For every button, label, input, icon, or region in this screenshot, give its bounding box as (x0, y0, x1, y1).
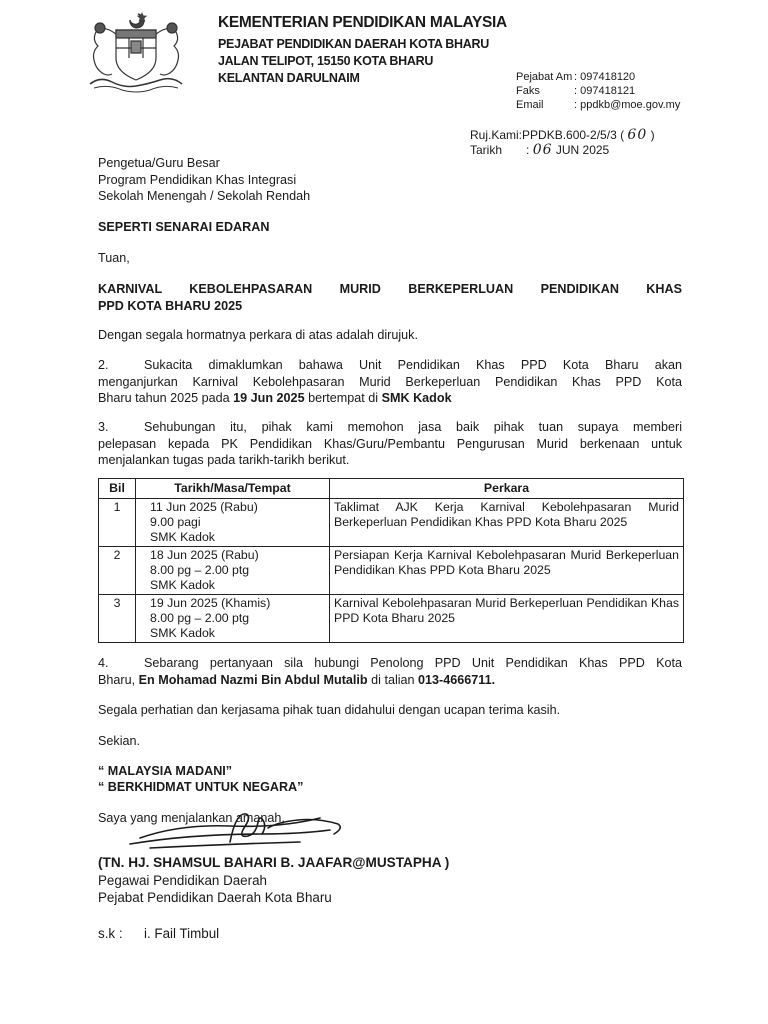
contact-phone-value: : 097418120 (574, 71, 636, 83)
table-row (99, 499, 684, 547)
reference-number (470, 127, 655, 143)
subject-line2: PPD KOTA BHARU 2025 (98, 298, 243, 313)
reference-label: Ruj.Kami: (470, 128, 523, 142)
office-address-line2: KELANTAN DARULNAIM (218, 71, 360, 85)
paragraph-2-number: 2. (98, 358, 109, 372)
paragraph-2-line3b: bertempat di (304, 391, 382, 405)
row-bil: 1 (99, 499, 136, 547)
recipient-block (98, 155, 682, 205)
malaysia-coat-of-arms-icon (86, 8, 186, 96)
contact-fax-value: : 097418121 (574, 85, 636, 97)
paragraph-3-line2: pelepasan kepada PK Pendidikan Khas/Guru/Pembantu Pengurusan Murid berkenaan untuk (98, 436, 682, 451)
paragraph-4 (98, 655, 682, 688)
row-perkara: Persiapan Kerja Karnival Kebolehpasaran Murid Berkeperluan Pendidikan Khas PPD Kota Bharu 2025 (330, 547, 684, 595)
row-venue: SMK Kadok (150, 578, 215, 592)
row-bil: 3 (99, 595, 136, 643)
contact-email-value: : ppdkb@moe.gov.my (574, 99, 681, 111)
amanah-line: Saya yang menjalankan amanah, (98, 811, 285, 825)
circular-line: SEPERTI SENARAI EDARAN (98, 220, 270, 234)
subject-line1: KARNIVAL KEBOLEHPASARAN MURID BERKEPERLUAN PENDIDIKAN KHAS (98, 282, 682, 296)
paragraph-4-line1: Sebarang pertanyaan sila hubungi Penolong PPD Unit Pendidikan Khas PPD Kota (144, 656, 682, 670)
contact-fax-label: Faks (516, 85, 540, 97)
paragraph-2-line1: Sukacita dimaklumkan bahawa Unit Pendidikan Khas PPD Kota Bharu akan (144, 358, 682, 372)
event-venue: SMK Kadok (381, 391, 452, 405)
row-time: 8.00 pg – 2.00 ptg (150, 611, 250, 625)
slogan-malaysia-madani: “ MALAYSIA MADANI” (98, 764, 233, 778)
intro-paragraph: Dengan segala hormatnya perkara di atas adalah dirujuk. (98, 328, 418, 342)
paragraph-4-number: 4. (98, 656, 109, 670)
ministry-name: KEMENTERIAN PENDIDIKAN MALAYSIA (218, 14, 507, 31)
row-venue: SMK Kadok (150, 626, 215, 640)
recipient-line3: Sekolah Menengah / Sekolah Rendah (98, 189, 311, 203)
subject (98, 281, 682, 314)
row-time: 9.00 pagi (150, 515, 201, 529)
row-time: 8.00 pg – 2.00 ptg (150, 563, 250, 577)
table-row (99, 595, 684, 643)
paragraph-3-number: 3. (98, 420, 109, 434)
table-header-row (99, 479, 684, 499)
office-address-line1: JALAN TELIPOT, 15150 KOTA BHARU (218, 54, 434, 68)
table-row (99, 547, 684, 595)
row-date: 18 Jun 2025 (Rabu) (150, 548, 259, 562)
header-perkara: Perkara (330, 479, 684, 499)
contact-phone (516, 71, 635, 83)
contact-person-name: En Mohamad Nazmi Bin Abdul Mutalib (138, 672, 368, 687)
paragraph-3-line3: menjalankan tugas pada tarikh-tarikh berikut. (98, 453, 350, 467)
row-perkara: Karnival Kebolehpasaran Murid Berkeperluan Pendidikan Khas PPD Kota Bharu 2025 (330, 595, 684, 643)
contact-email-label: Email (516, 99, 544, 111)
recipient-line2: Program Pendidikan Khas Integrasi (98, 172, 297, 187)
schedule-table (98, 478, 684, 643)
row-venue: SMK Kadok (150, 530, 215, 544)
header-bil: Bil (99, 479, 136, 499)
signatory-office: Pejabat Pendidikan Daerah Kota Bharu (98, 890, 332, 905)
contact-person-phone: 013-4666711. (418, 672, 496, 687)
header-tarikh: Tarikh/Masa/Tempat (136, 479, 330, 499)
office-name: PEJABAT PENDIDIKAN DAERAH KOTA BHARU (218, 37, 489, 51)
copy-to (98, 926, 682, 943)
reference-close: ) (650, 128, 655, 142)
date-sep: : (526, 143, 530, 157)
reference-value: PPDKB.600-2/5/3 ( (522, 128, 625, 142)
contact-phone-label: Pejabat Am (516, 71, 573, 83)
row-bil: 2 (99, 547, 136, 595)
row-tarikh (136, 499, 330, 547)
date-label: Tarikh (470, 143, 503, 157)
paragraph-4-line2a: Bharu, (98, 672, 139, 687)
paragraph-3-line1: Sehubungan itu, pihak kami memohon jasa baik pihak tuan supaya memberi (144, 420, 682, 434)
date-rest: JUN 2025 (555, 143, 610, 157)
paragraph-2 (98, 357, 682, 407)
paragraph-2-line2: menganjurkan Karnival Kebolehpasaran Murid Berkeperluan Pendidikan Khas PPD Kota (98, 374, 682, 389)
contact-email (516, 99, 680, 111)
row-date: 19 Jun 2025 (Khamis) (150, 596, 271, 610)
paragraph-2-line3a: Bharu tahun 2025 pada (98, 391, 234, 405)
paragraph-4-line2b: di talian (367, 672, 419, 687)
closing-paragraph: Segala perhatian dan kerjasama pihak tuan didahului dengan ucapan terima kasih. (98, 703, 561, 717)
paragraph-3 (98, 419, 682, 469)
copy-to-item: i. Fail Timbul (144, 926, 220, 941)
slogan-berkhidmat: “ BERKHIDMAT UNTUK NEGARA” (98, 780, 304, 794)
recipient-line1: Pengetua/Guru Besar (98, 156, 220, 170)
salutation: Tuan, (98, 251, 130, 265)
event-date: 19 Jun 2025 (233, 391, 305, 405)
row-tarikh (136, 595, 330, 643)
date-handwritten: 06 (532, 142, 553, 158)
sekian: Sekian. (98, 734, 141, 748)
signature-icon (110, 804, 350, 856)
row-tarikh (136, 547, 330, 595)
contact-fax (516, 85, 635, 97)
copy-to-label: s.k : (98, 926, 123, 941)
reference-handwritten: 60 (627, 127, 648, 143)
signatory-title: Pegawai Pendidikan Daerah (98, 873, 267, 888)
row-perkara: Taklimat AJK Kerja Karnival Kebolehpasaran Murid Berkeperluan Pendidikan Khas PPD Kota Bharu 2025 (330, 499, 684, 547)
row-date: 11 Jun 2025 (Rabu) (150, 500, 258, 514)
signatory-name: (TN. HJ. SHAMSUL BAHARI B. JAAFAR@MUSTAPHA ) (98, 855, 450, 870)
